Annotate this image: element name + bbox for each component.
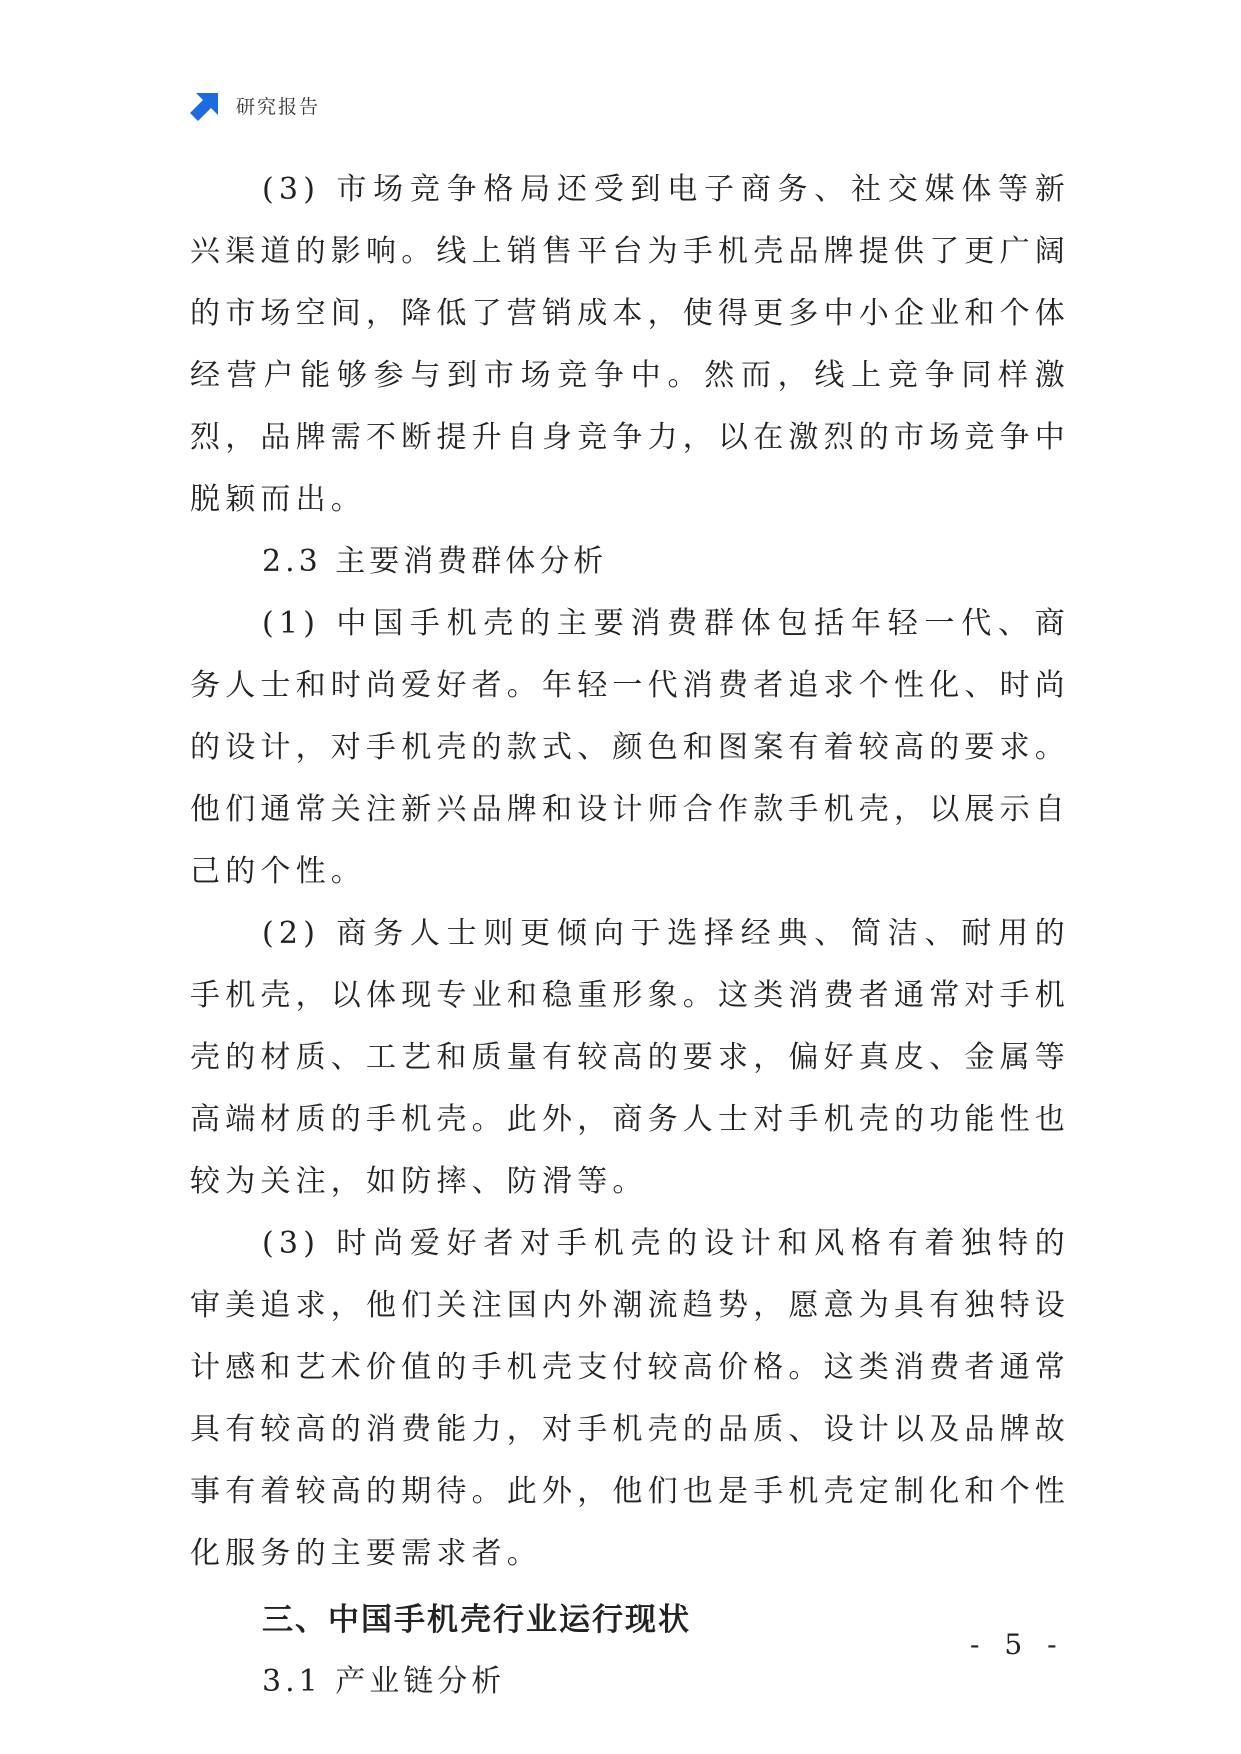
page-header [190, 88, 320, 122]
paragraph-consumer-1: (1) 中国手机壳的主要消费群体包括年轻一代、商务人士和时尚爱好者。年轻一代消费者追求个性化、时尚的设计，对手机壳的款式、颜色和图案有着较高的要求。他们通常关注新兴品牌和设计师合作款手机壳，以展示自己的个性。 [190, 606, 1070, 889]
paragraph-competition-3: (3) 市场竞争格局还受到电子商务、社交媒体等新兴渠道的影响。线上销售平台为手机壳品牌提供了更广阔的市场空间，降低了营销成本，使得更多中小企业和个体经营户能够参与到市场竞争中。然而，线上竞争同样激烈，品牌需不断提升自身竞争力，以在激烈的市场竞争中脱颖而出。 [190, 172, 1070, 517]
header-title: 研究报告 [236, 95, 321, 118]
section-heading-3-1: 3.1 产业链分析 [262, 1664, 506, 1699]
section-heading-2-3: 2.3 主要消费群体分析 [262, 544, 608, 579]
paragraph-consumer-2: (2) 商务人士则更倾向于选择经典、简洁、耐用的手机壳，以体现专业和稳重形象。这类消费者通常对手机壳的材质、工艺和质量有较高的要求，偏好真皮、金属等高端材质的手机壳。此外，商务人士对手机壳的功能性也较为关注，如防摔、防滑等。 [190, 916, 1070, 1199]
chapter-heading-3: 三、中国手机壳行业运行现状 [262, 1602, 691, 1638]
document-body [190, 159, 1070, 1713]
page-number: - 5 - [970, 1628, 1065, 1661]
paragraph-consumer-3: (3) 时尚爱好者对手机壳的设计和风格有着独特的审美追求，他们关注国内外潮流趋势，愿意为具有独特设计感和艺术价值的手机壳支付较高价格。这类消费者通常具有较高的消费能力，对手机壳的品质、设计以及品牌故事有着较高的期待。此外，他们也是手机壳定制化和个性化服务的主要需求者。 [190, 1226, 1070, 1571]
arrow-up-right-icon [190, 89, 222, 121]
